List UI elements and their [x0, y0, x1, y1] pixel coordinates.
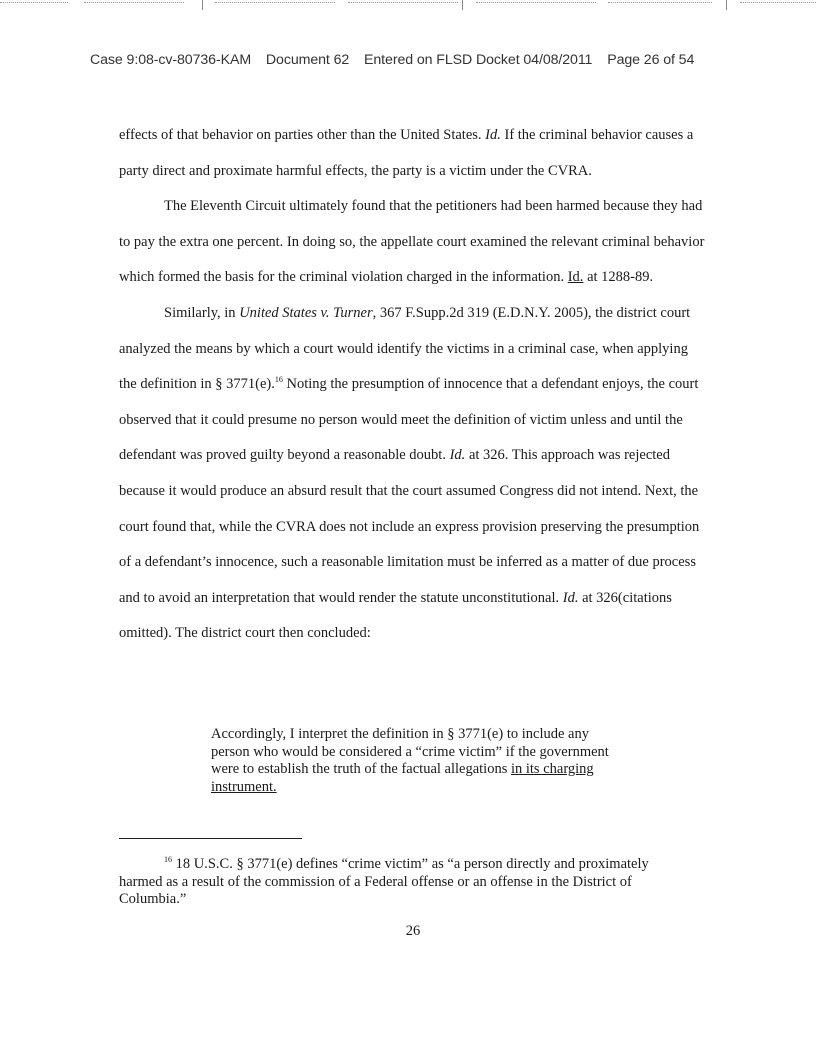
- page-of: Page 26 of 54: [607, 52, 695, 68]
- text-run: at 1288-89.: [583, 269, 654, 286]
- footnote-number: 16: [164, 855, 172, 864]
- citation-id: Id.: [567, 269, 584, 286]
- scan-artifact-edge: [0, 0, 816, 12]
- citation-id: Id.: [562, 589, 579, 606]
- docket-entry: Entered on FLSD Docket 04/08/2011: [364, 52, 593, 68]
- citation-id: Id.: [449, 447, 466, 464]
- citation-id: Id.: [485, 127, 501, 143]
- footnote-text: 18 U.S.C. § 3771(e) defines “crime victim” as “a person directly and proximately harmed as a result of the commission of a Federal offense or an offense in the District of Columbia.”: [119, 856, 649, 907]
- docket-header: [90, 52, 750, 68]
- text-run: at 326(citations omitted). The district court then concluded:: [119, 589, 672, 642]
- text-run: Noting the presumption of innocence that a defendant enjoys, the court observed that it could presume no person would meet the definition of victim unless and until the defendant was proved guilty beyond a reasonable doubt.: [119, 376, 699, 464]
- paragraph-3: [119, 296, 709, 652]
- case-name: United States v. Turner: [239, 304, 373, 321]
- paragraph-1: [119, 118, 709, 189]
- footnote-16: [119, 856, 679, 909]
- text-run: , 367 F.Supp.2d 319 (E.D.N.Y. 2005), the district court analyzed the means by which a court would identify the victims in a criminal case, when applying the definition in § 3771(e).: [119, 304, 691, 393]
- page-number: 26: [405, 923, 421, 939]
- paragraph-2: [119, 189, 709, 296]
- block-quote: [211, 726, 611, 796]
- text-run: The Eleventh Circuit ultimately found that the petitioners had been harmed because they had to pay the extra one percent. In doing so, the appellate court examined the relevant criminal behavior which formed the basis for the criminal violation charged in the information.: [119, 198, 705, 286]
- text-run: effects of that behavior on parties other than the United States.: [119, 127, 486, 143]
- body-text: [119, 118, 709, 652]
- text-run: Similarly, in: [164, 304, 240, 321]
- document-number: Document 62: [265, 52, 350, 68]
- footnote-reference: 16: [274, 375, 283, 385]
- footnote-divider: [119, 838, 302, 839]
- case-number: Case 9:08-cv-80736-KAM: [90, 52, 252, 68]
- quote-underlined-text: in its charging instrument.: [211, 761, 594, 795]
- quote-text: Accordingly, I interpret the definition in § 3771(e) to include any person who would be considered a “crime victim” if the government were to establish the truth of the factual allegations: [211, 726, 609, 777]
- text-run: If the criminal behavior causes a party direct and proximate harmful effects, the party is a victim under the CVRA.: [119, 127, 694, 179]
- text-run: at 326. This approach was rejected because it would produce an absurd result that the court assumed Congress did not intend. Next, the court found that, while the CVRA does not include an express provision preserving the presumption of a defendant’s innocence, such a reasonable limitation must be inferred as a matter of due process and to avoid an interpretation that would render the statute unconstitutional.: [119, 447, 700, 606]
